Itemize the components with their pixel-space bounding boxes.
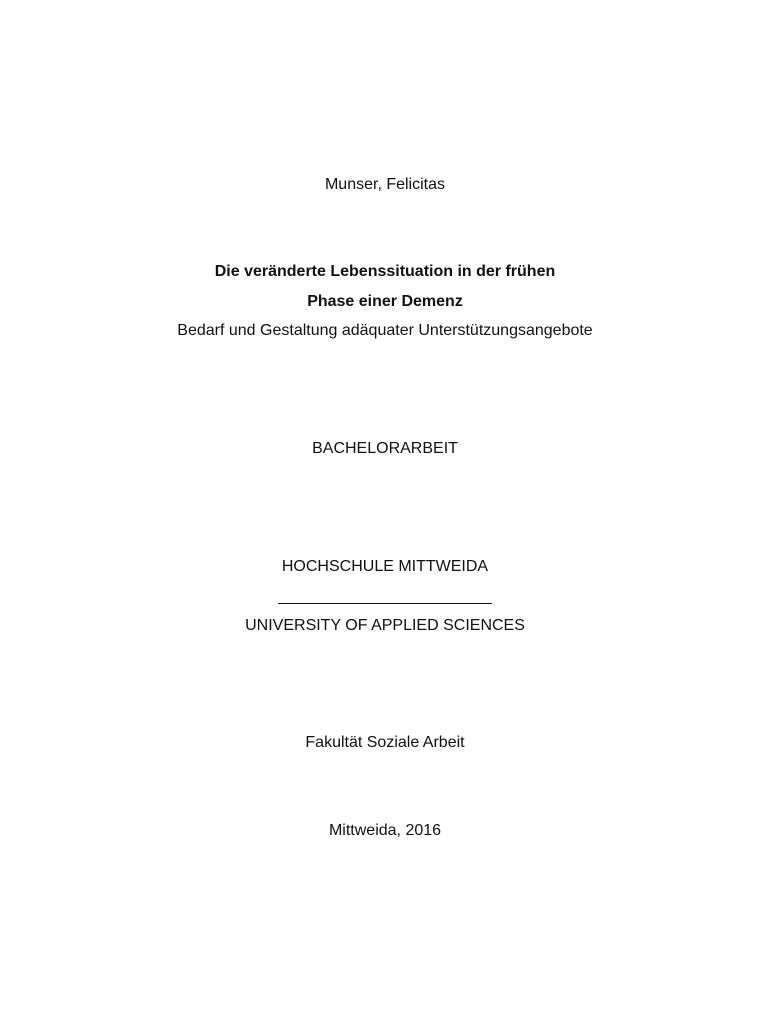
- faculty-name: Fakultät Soziale Arbeit: [305, 734, 465, 751]
- university-name: HOCHSCHULE MITTWEIDA: [281, 558, 489, 575]
- separator-line: ________________________: [278, 588, 492, 605]
- university-name-english: UNIVERSITY OF APPLIED SCIENCES: [245, 617, 525, 634]
- author-name: Munser, Felicitas: [324, 176, 446, 193]
- place-and-year: Mittweida, 2016: [328, 822, 442, 839]
- document-type: BACHELORARBEIT: [312, 440, 458, 457]
- thesis-title-line-1: Die veränderte Lebenssituation in der frühen: [214, 263, 556, 280]
- thesis-title-line-2: Phase einer Demenz: [307, 293, 463, 310]
- thesis-subtitle: Bedarf und Gestaltung adäquater Unterstützungsangebote: [177, 322, 593, 339]
